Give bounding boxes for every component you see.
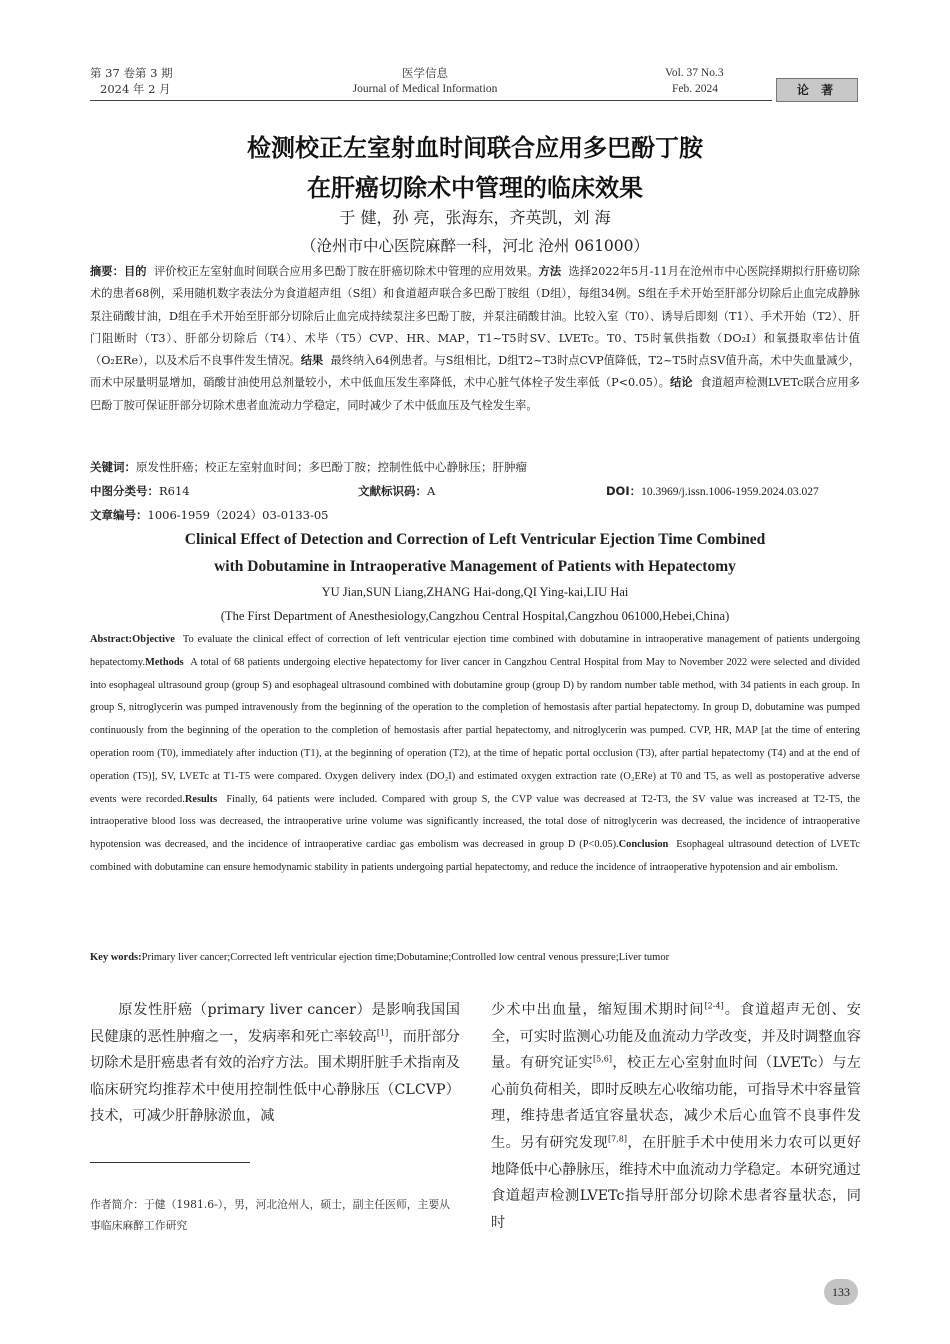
body-right-column [491,997,861,1236]
body-left-text: 原发性肝癌（primary liver cancer）是影响我国国民健康的恶性肿瘤之一，发病率和死亡率较高 [90,1002,460,1045]
objective-cn-text: 评价校正左室射血时间联合应用多巴酚丁胺在肝癌切除术中管理的应用效果。 [153,265,539,278]
body-left-column [90,997,460,1130]
doc-value: A [427,484,436,498]
methods-cn-text: 选择2022年5月-11月在沧州市中心医院择期拟行肝癌切除术的患者68例，采用随机数字表法分为食道超声组（S组）和食道超声联合多巴酚丁胺组（D组），每组34例。S组在手术开始至肝部分切除后止血完成静脉泵注硝酸甘油，D组在手术开始至肝部分切除后止血完成持续泵注多巴酚丁胺，并泵注硝酸甘油。比较入室（T0）、诱导后即刻（T1）、手术开始（T2）、肝门阻断时（T3）、肝部分切除后（T4）、术毕（T5）CVP、HR、MAP，T1~T5时SV、LVETc。T0、T5时氧供指数（DO₂I）和氧摄取率估计值（O₂ERe），以及术后不良事件发生情况。 [90,265,860,368]
abstract-en [90,629,860,880]
keywords-cn-text: 原发性肝癌；校正左室射血时间；多巴酚丁胺；控制性低中心静脉压；肝肿瘤 [136,460,527,474]
authors-en: YU Jian,SUN Liang,ZHANG Hai-dong,QI Ying-kai,LIU Hai [321,585,629,599]
methods-cn-label: 方法 [538,265,562,278]
footnote-rule [90,1162,250,1163]
doc-label: 文献标识码： [358,484,427,498]
abstract-cn-label: 摘要： [90,265,124,278]
body-right-text-c: ，校正左心室射血时间（LVETc）与左心前负荷相关，即时反映左心收缩功能，可指导术中容量管理，维持患者适宜容量状态，减少术后心血管不良事件发生。另有研究发现 [491,1055,861,1151]
keywords-cn [90,457,527,477]
header-date-en: Feb. 2024 [672,83,718,95]
conclusion-cn-text: 食道超声检测LVETc联合应用多巴酚丁胺可保证肝部分切除术患者血流动力学稳定，同时减少了术中低血压及气栓发生率。 [90,376,860,412]
body-right-text-b: 。食道超声无创、安全，可实时监测心功能及血流动力学改变，并及时调整血容量。有研究证实 [491,1002,861,1072]
doi [606,481,819,502]
title-cn-line1: 检测校正左室射血时间联合应用多巴酚丁胺 [247,134,703,162]
section-tag: 论 著 [776,78,858,102]
methods-en-text: A total of 68 patients undergoing elective hepatectomy for liver cancer in Cangzhou Central Hospital from May to November 2022 were selected and divided into esophageal ultrasound group (group S) and esophageal ultrasound combined with dobutamine group (group D) by random number table method, with 34 patients in each group. In group S, nitroglycerin was pumped intravenously from the beginning of the operation to the completion of hemostasis after partial hepatectomy. In group D, dobutamine was pumped continuously from the beginning of the operation to the completion of hemostasis after partial hepatectomy, and nitroglycerin was pumped. CVP, HR, MAP [at the time of entering operation room (T0), immediately after induction (T1), at the beginning of operation (T2), at the time of hepatic portal occlusion (T3), after partial hepatectomy (T4) and at the end of operation (T5)], SV, LVETc at T1-T5 were compared. Oxygen delivery index (DO₂I) and estimated oxygen extraction rate (O₂ERe) at T0 and T5, as well as postoperative adverse events were recorded. [90,656,860,805]
objective-en-label: Objective [132,634,175,645]
body-left-text-2: ，而肝部分切除术是肝癌患者有效的治疗方法。围术期肝脏手术指南及临床研究均推荐术中使用控制性低中心静脉压（CLCVP）技术，可减少肝静脉淤血，减 [90,1028,460,1125]
header-journal-cn: 医学信息 [402,66,448,80]
header-volume-cn: 第 37 卷第 3 期 [90,66,173,80]
doi-value: 10.3969/j.issn.1006-1959.2024.03.027 [641,486,819,498]
conclusion-en-label: Conclusion [618,839,669,851]
doc-code [358,481,435,501]
header-volume-en: Vol. 37 No.3 [665,67,724,79]
methods-en-label: Methods [145,656,184,668]
keywords-cn-label: 关键词： [90,460,136,474]
clc-number [90,481,190,501]
body-right-text-a: 少术中出血量，缩短围术期时间 [491,1002,705,1018]
results-en-label: Results [184,793,218,805]
results-cn-text: 最终纳入64例患者。与S组相比，D组T2~T3时点CVP值降低，T2~T5时点SV值升高，术中失血量减少，而术中尿量明显增加，硝酸甘油使用总剂量较小，术中低血压发生率降低，术中心脏气体栓子发生率低（P<0.05）。 [90,354,860,390]
keywords-en-label: Key words: [90,952,142,963]
article-label: 文章编号： [90,508,148,522]
objective-en-text: To evaluate the clinical effect of correction of left ventricular ejection time combined with dobutamine in intraoperative management of patients undergoing hepatectomy. [90,634,860,668]
objective-cn-label: 目的 [123,265,147,278]
doi-label: DOI： [606,484,642,498]
keywords-en [90,952,860,963]
body-right-text-d: ，在肝脏手术中使用米力农可以更好地降低中心静脉压，维持术中血流动力学稳定。本研究通过食道超声检测LVETc指导肝部分切除术患者容量状态，同时 [491,1134,861,1231]
article-number [90,505,329,525]
keywords-en-text: Primary liver cancer;Corrected left ventricular ejection time;Dobutamine;Controlled low central venous pressure;Liver tumor [141,952,670,963]
ref-5-6: [5,6] [593,1054,612,1064]
header-date-cn: 2024 年 2 月 [100,82,171,96]
affiliation-cn: （沧州市中心医院麻醉一科，河北 沧州 061000） [300,237,650,255]
ref-2-4: [2-4] [704,1001,724,1011]
article-value: 1006-1959（2024）03-0133-05 [147,508,329,522]
title-en-line1: Clinical Effect of Detection and Correction of Left Ventricular Ejection Time Combined [184,531,766,548]
affiliation-en: (The First Department of Anesthesiology,Cangzhou Central Hospital,Cangzhou 061000,Hebei,China) [220,609,730,623]
abstract-en-label: Abstract: [90,634,133,645]
ref-7-8: [7,8] [608,1134,627,1144]
clc-value: R614 [159,484,190,498]
title-cn-line2: 在肝癌切除术中管理的临床效果 [307,174,643,202]
conclusion-en-text: Esophageal ultrasound detection of LVETc combined with dobutamine can ensure hemodynamic stability in patients undergoing partial hepatectomy, and reduce the incidence of intraoperative hypotension and air embolism. [90,839,861,873]
results-cn-label: 结果 [300,354,324,368]
ref-1: [1] [376,1027,389,1037]
page-number: 133 [824,1279,858,1305]
footnote-author: 作者简介：于健（1981.6-），男，河北沧州人，硕士，副主任医师，主要从事临床麻醉工作研究 [90,1198,450,1232]
title-en-line2: with Dobutamine in Intraoperative Management of Patients with Hepatectomy [214,558,736,575]
header-journal-en: Journal of Medical Information [352,83,498,95]
abstract-cn [90,261,860,417]
results-en-text: Finally, 64 patients were included. Compared with group S, the CVP value was decreased at T2-T3, the SV value was increased at T2-T5, the intraoperative blood loss was decreased, the intraoperative urine volume was significantly increased, the total dose of nitroglycerin was decreased, the incidence of intraoperative hypotension was decreased, and the incidence of intraoperative cardiac gas embolism was decreased in group D (P<0.05). [90,793,860,851]
conclusion-cn-label: 结论 [670,376,693,390]
authors-cn: 于 健，孙 亮，张海东，齐英凯，刘 海 [339,208,611,227]
header-rule [90,100,772,101]
clc-label: 中图分类号： [90,484,159,498]
